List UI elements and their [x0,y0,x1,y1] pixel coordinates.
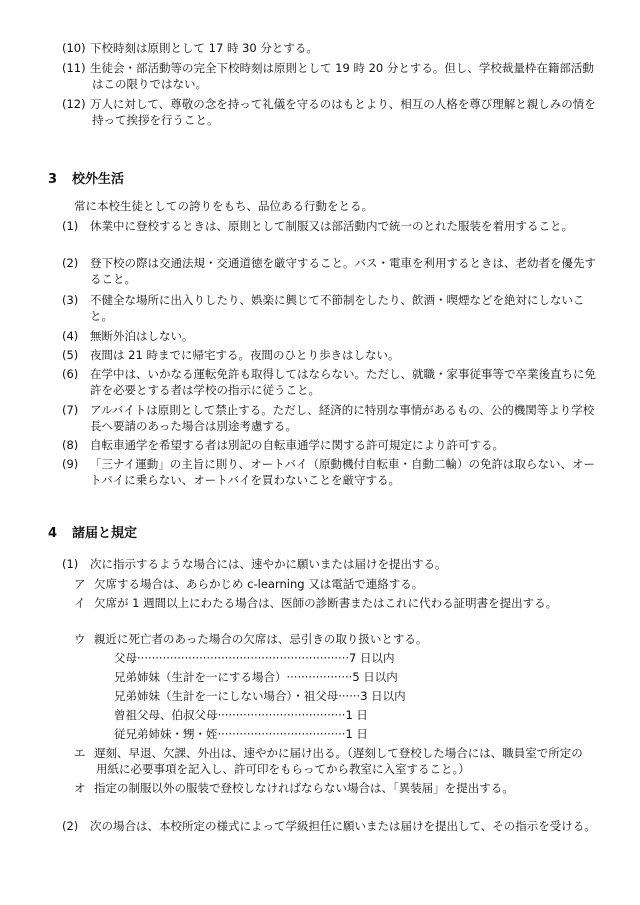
days-value: 1 日 [345,708,368,722]
sub-item [74,576,590,592]
list-item [62,96,602,128]
days-value: 1 日 [345,727,368,741]
relation-label: 従兄弟姉妹・甥・姪 [114,727,218,741]
list-item [62,292,602,324]
dot-leader: ·························································· [137,651,350,665]
item-number: (2) [62,256,79,270]
list-item [62,402,602,434]
sub-item-marker: オ [74,781,86,795]
item-number: (9) [62,457,79,471]
sub-item-text: 指定の制服以外の服装で登校しなければならない場合は、「異装届」を提出する。 [94,781,514,795]
item-text: 「三ナイ運動」の主旨に則り、オートバイ（原動機付自転車・自動二輪）の免許は取らない、オートバイに乗らない、オートバイを買わないことを厳守する。 [90,457,595,487]
section-heading [48,526,137,542]
item-number: (12) [62,97,86,111]
list-item [62,456,602,488]
item-number: (11) [62,61,86,75]
item-text: 登下校の際は交通法規・交通道徳を厳守すること。バス・電車を利用するときは、老幼者を優先すること。 [90,256,596,286]
item-text: 夜間は 21 時までに帰宅する。夜間のひとり歩きはしない。 [90,348,400,362]
dot-leader: ·················· [286,670,353,684]
section-intro: 常に本校生徒としての誇りをもち、品位ある行動をとる。 [74,199,373,213]
item-text: 在学中は、いかなる運転免許も取得してはならない。ただし、就職・家事従事等で卒業後直ちに免許を必要とする者は学校の指示に従うこと。 [90,367,596,397]
days-value: 5 日以内 [352,670,398,684]
item-number: (6) [62,367,79,381]
sub-item-text: 欠席が 1 週間以上にわたる場合は、医師の診断書またはこれに代わる証明書を提出する。 [94,596,558,610]
list-item [62,218,602,234]
item-number: (3) [62,293,79,307]
item-number: (1) [62,219,79,233]
dot-leader: ··································· [217,708,346,722]
sub-item-marker: イ [74,596,86,610]
mourning-row [114,707,368,723]
item-text: 無断外泊はしない。 [90,329,194,343]
item-text: アルバイトは原則として禁止する。ただし、経済的に特別な事情があるもの、公的機関等より学校長へ要請のあった場合は別途考慮する。 [90,403,595,433]
dot-leader: ······ [338,689,361,703]
item-text: 下校時刻は原則として 17 時 30 分とする。 [90,41,318,55]
sub-item-text: 欠席する場合は、あらかじめ c-learning 又は電話で連絡する。 [94,577,424,591]
sub-item [74,780,590,796]
mourning-row [114,726,368,742]
sub-item [74,745,590,777]
relation-label: 兄弟姉妹（生計を一にしない場合）・祖父母 [114,689,339,703]
list-item [62,437,602,453]
item-number: (2) [62,819,79,833]
section-title: 諸届と規定 [72,526,138,541]
item-text: 次に指示するような場合には、速やかに願いまたは届けを提出する。 [90,557,447,571]
relation-label: 曾祖父母、伯叔父母 [114,708,218,722]
days-value: 7 日以内 [349,651,395,665]
list-item [62,347,602,363]
item-text: 次の場合は、本校所定の様式によって学級担任に願いまたは届けを提出して、その指示を受ける。 [90,819,596,833]
relation-label: 父母 [114,651,137,665]
section-number: 4 [48,526,58,541]
sub-item [74,631,590,647]
sub-item-text: 遅刻、早退、欠課、外出は、速やかに届け出る。（遅刻して登校した場合には、職員室で所定の用紙に必要事項を記入し、許可印をもらってから教室に入室すること。） [94,746,583,776]
item-number: (1) [62,557,79,571]
list-item [62,818,602,834]
item-text: 生徒会・部活動等の完全下校時刻は原則として 19 時 20 分とする。但し、学校裁量枠在籍部活動はこの限りではない。 [90,61,594,91]
list-item [62,40,602,56]
days-value: 3 日以内 [360,689,406,703]
mourning-row [114,669,398,685]
list-item [62,328,602,344]
section-heading [48,172,124,188]
sub-item-marker: ア [74,577,86,591]
list-item [62,366,602,398]
sub-item-text: 親近に死亡者のあった場合の欠席は、忌引きの取り扱いとする。 [94,632,428,646]
item-number: (10) [62,41,86,55]
sub-item-marker: ウ [74,632,86,646]
item-number: (7) [62,403,79,417]
section-title: 校外生活 [72,172,125,187]
section-number: 3 [48,172,58,187]
sub-item-marker: エ [74,746,86,760]
dot-leader: ··································· [217,727,346,741]
item-number: (4) [62,329,79,343]
item-text: 万人に対して、尊敬の念を持って礼儀を守るのはもとより、相互の人格を尊び理解と親しみの情を持って挨拶を行うこと。 [90,97,596,127]
list-item [62,556,602,572]
item-number: (5) [62,348,79,362]
item-number: (8) [62,438,79,452]
mourning-row [114,650,395,666]
list-item [62,255,602,287]
item-text: 不健全な場所に出入りしたり、娯楽に興じて不節制をしたり、飲酒・喫煙などを絶対にしないこと。 [90,293,585,323]
list-item [62,60,602,92]
item-text: 休業中に登校するときは、原則として制服又は部活動内で統一のとれた服装を着用すること。 [90,219,573,233]
sub-item [74,595,590,611]
relation-label: 兄弟姉妹（生計を一にする場合） [114,670,287,684]
mourning-row [114,688,406,704]
item-text: 自転車通学を希望する者は別記の自転車通学に関する許可規定により許可する。 [90,438,504,452]
